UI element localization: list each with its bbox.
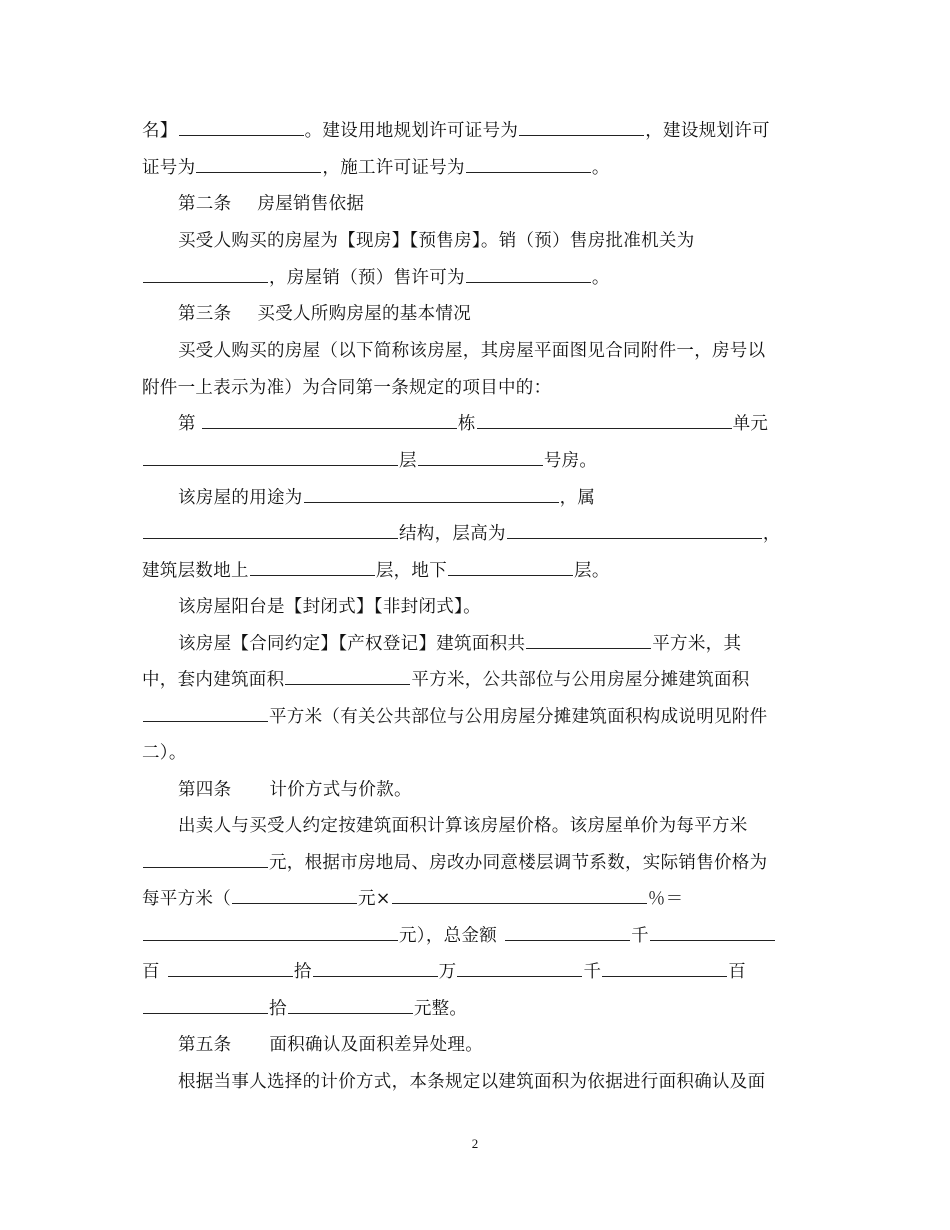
- text: 元整。: [413, 999, 468, 1019]
- article-heading: [178, 779, 412, 801]
- blank-field: [392, 889, 647, 904]
- blank-field: [250, 561, 375, 576]
- text: 元，根据市房地局、房改办同意楼层调节系数，实际销售价格为: [269, 853, 768, 873]
- text-line: [142, 998, 467, 1020]
- text: 平方米（有关公共部位与公用房屋分摊建筑面积构成说明见附件: [269, 707, 768, 727]
- text-line: [142, 888, 683, 910]
- text-line: [178, 596, 481, 618]
- blank-field: [313, 962, 438, 977]
- blank-field: [466, 158, 591, 173]
- text: ，施工许可证号为: [322, 158, 465, 178]
- text: 第: [178, 414, 196, 434]
- text-line: [142, 742, 187, 764]
- article-title: 计价方式与价款。: [269, 780, 412, 800]
- text: 每平方米（: [142, 889, 231, 909]
- text-line: [178, 487, 595, 509]
- text: 结构，层高为: [399, 524, 506, 544]
- text-line: [142, 706, 767, 728]
- text-line: [178, 633, 741, 655]
- article-number: 第四条: [178, 780, 232, 800]
- blank-field: [466, 268, 591, 283]
- text: 。: [591, 158, 610, 178]
- text: 千: [631, 926, 649, 946]
- text: ，房屋销（预）售许可为: [269, 268, 465, 288]
- text: 百: [142, 962, 160, 982]
- text-line: [142, 450, 597, 472]
- blank-field: [526, 634, 651, 649]
- text-line: [178, 1071, 765, 1093]
- blank-field: [285, 670, 410, 685]
- text: ，建设规划许可: [645, 121, 770, 141]
- text-line: [142, 523, 781, 545]
- text: 万: [438, 962, 457, 982]
- blank-field: [507, 524, 762, 539]
- blank-field: [519, 121, 644, 136]
- blank-field: [418, 451, 543, 466]
- blank-field: [202, 414, 457, 429]
- article-number: 第三条: [178, 304, 232, 324]
- blank-field: [179, 121, 304, 136]
- text-line: [178, 230, 695, 252]
- text: ％＝: [647, 889, 684, 909]
- text: 栋: [457, 414, 476, 434]
- blank-field: [143, 524, 398, 539]
- blank-field: [143, 707, 268, 722]
- article-title: 房屋销售依据: [257, 194, 365, 214]
- text: 该房屋【合同约定】【产权登记】建筑面积共: [178, 634, 526, 654]
- text-line: [178, 815, 748, 837]
- blank-field: [143, 926, 398, 941]
- text-line: [142, 377, 551, 399]
- text: 出卖人与买受人约定按建筑面积计算该房屋价格。该房屋单价为每平方米: [178, 816, 748, 836]
- text: 拾: [269, 999, 287, 1019]
- blank-field: [288, 999, 413, 1014]
- article-title: 面积确认及面积差异处理。: [269, 1035, 484, 1055]
- blank-field: [143, 853, 268, 868]
- text: 千: [583, 962, 602, 982]
- text: 。建设用地规划许可证号为: [304, 121, 519, 141]
- text: 买受人购买的房屋（以下简称该房屋，其房屋平面图见合同附件一，房号以: [178, 341, 766, 361]
- article-number: 第二条: [178, 194, 232, 214]
- text: 层。: [574, 561, 610, 581]
- blank-field: [143, 451, 398, 466]
- blank-field: [477, 414, 732, 429]
- blank-field: [232, 889, 357, 904]
- text-line: [178, 340, 765, 362]
- text: 附件一上表示为准）为合同第一条规定的项目中的：: [142, 378, 552, 398]
- text: 该房屋的用途为: [178, 488, 303, 508]
- text-line: [142, 267, 610, 289]
- text-line: [142, 852, 767, 874]
- text: 二）。: [142, 743, 187, 763]
- page-number: 2: [471, 1136, 479, 1151]
- text-line: [142, 560, 610, 582]
- blank-field: [304, 488, 559, 503]
- blank-field: [168, 962, 293, 977]
- article-heading: [178, 1034, 483, 1056]
- blank-field: [505, 926, 630, 941]
- text: 元），总金额: [399, 926, 498, 946]
- text: 该房屋阳台是【封闭式】【非封闭式】。: [178, 597, 481, 617]
- text: 名】: [142, 121, 178, 141]
- text: 买受人购买的房屋为【现房】【预售房】。销（预）售房批准机关为: [178, 231, 695, 251]
- text-line: [142, 669, 750, 691]
- blank-field: [448, 561, 573, 576]
- blank-field: [143, 268, 268, 283]
- text: 。: [591, 268, 610, 288]
- text: 百: [728, 962, 747, 982]
- blank-field: [457, 962, 582, 977]
- text: 中，套内建筑面积: [142, 670, 285, 690]
- article-number: 第五条: [178, 1035, 232, 1055]
- text: ，: [762, 524, 781, 544]
- text: 号房。: [543, 451, 598, 471]
- text: 单元: [732, 414, 769, 434]
- article-heading: [178, 303, 471, 325]
- text: 平方米，其: [652, 634, 742, 654]
- blank-field: [143, 999, 268, 1014]
- text: 拾: [293, 962, 312, 982]
- text-line: [142, 120, 770, 142]
- text: 建筑层数地上: [142, 561, 249, 581]
- text: 证号为: [142, 158, 196, 178]
- text: ，属: [559, 488, 596, 508]
- article-title: 买受人所购房屋的基本情况: [257, 304, 472, 324]
- text: 元×: [358, 889, 391, 909]
- article-heading: [178, 193, 364, 215]
- text-line: [142, 925, 776, 947]
- text: 层: [399, 451, 417, 471]
- text: 平方米，公共部位与公用房屋分摊建筑面积: [411, 670, 750, 690]
- text: 根据当事人选择的计价方式，本条规定以建筑面积为依据进行面积确认及面: [178, 1072, 766, 1092]
- blank-field: [196, 158, 321, 173]
- text-line: [142, 157, 610, 179]
- blank-field: [650, 926, 775, 941]
- text-line: [178, 413, 768, 435]
- blank-field: [602, 962, 727, 977]
- text: 层，地下: [375, 561, 448, 581]
- text-line: [142, 961, 746, 983]
